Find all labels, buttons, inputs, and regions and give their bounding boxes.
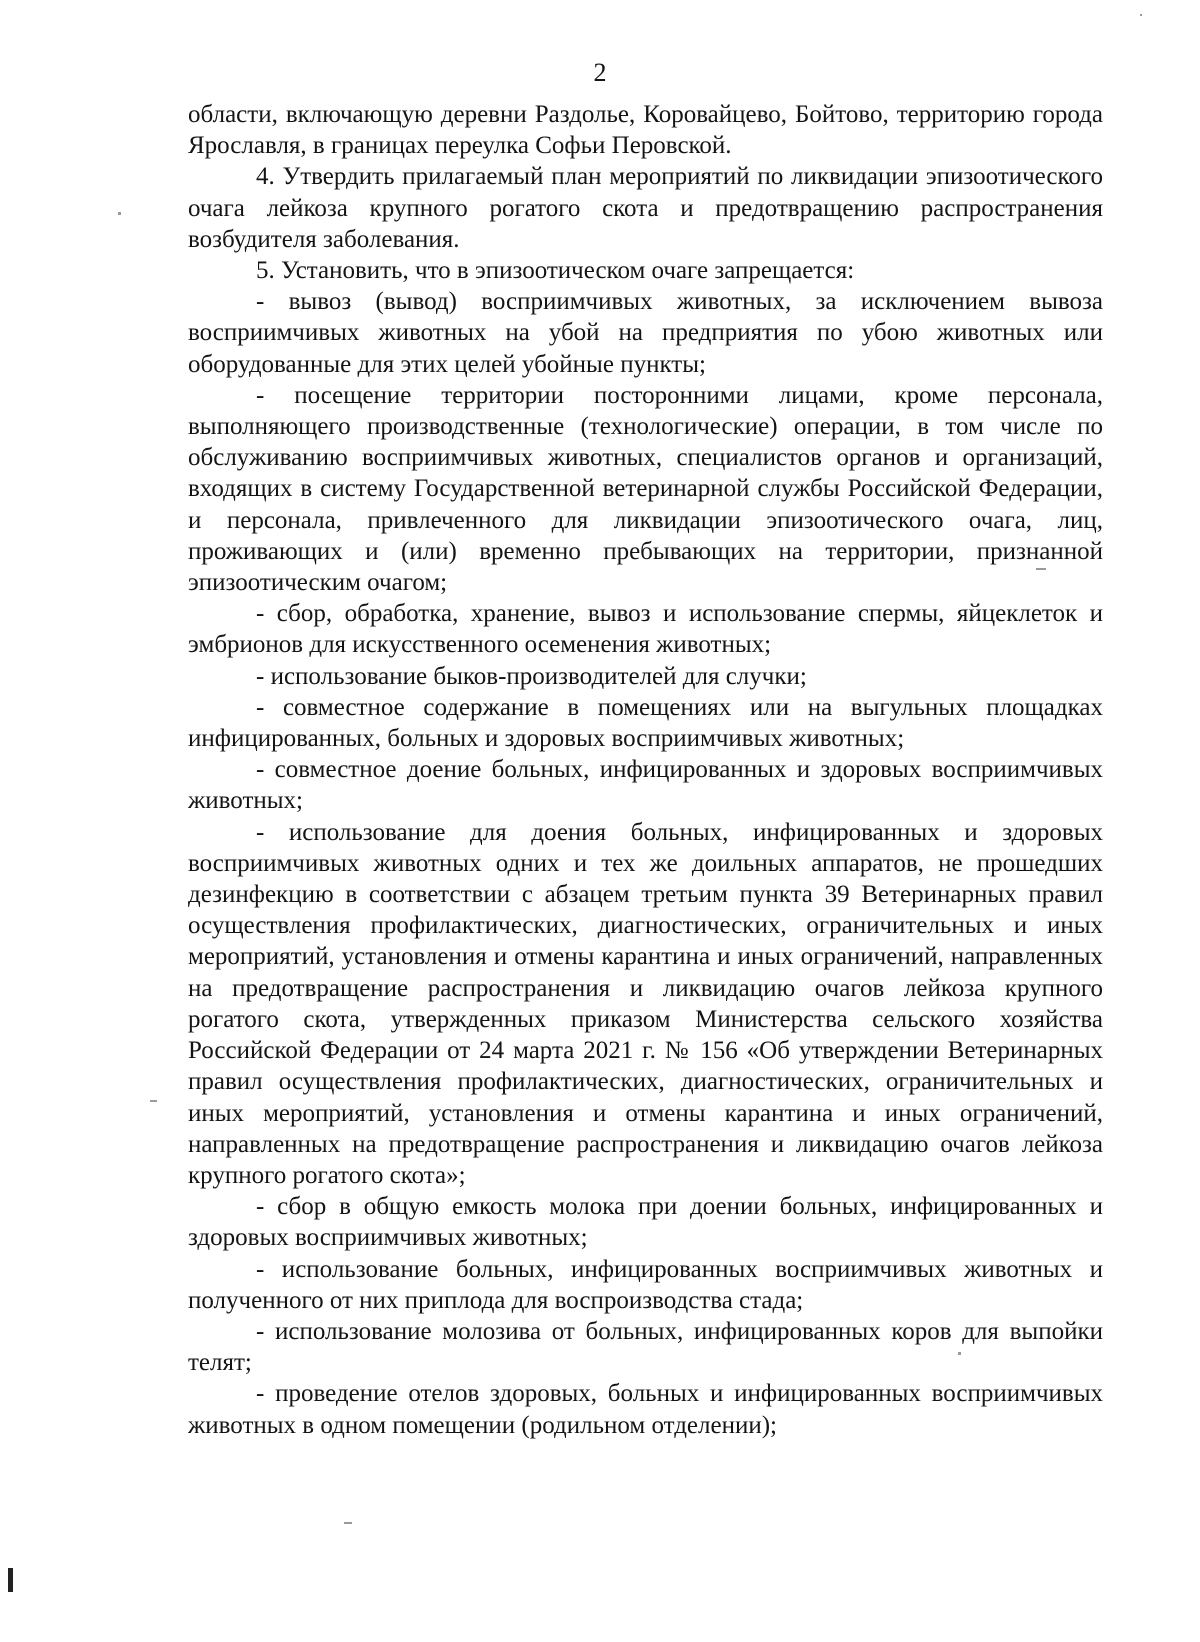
document-body xyxy=(188,99,1103,1441)
prohibition-item: - использование быков-производителей для случки; xyxy=(256,662,807,690)
page-number: 2 xyxy=(593,58,607,87)
scan-speck xyxy=(150,1100,157,1102)
scan-edge-mark xyxy=(8,1568,13,1592)
prohibition-item: - сбор, обработка, хранение, вывоз и использование спермы, яйцеклеток и эмбрионов для искусственного осеменения животных; xyxy=(188,600,1103,659)
paragraph-item-5: 5. Установить, что в эпизоотическом очаге запрещается: xyxy=(256,257,855,285)
prohibition-item: - посещение территории посторонними лицами, кроме персонала, выполняющего производственные (технологические) операции, в том числе по обслуживанию восприимчивых животных, специалистов органов и организаций, входящих в систему Государственной ветеринарной службы Российской Федерации, и персонала, привлеченного для ликвидации эпизоотического очага, лиц, проживающих и (или) временно пребывающих на территории, признанной эпизоотическим очагом; xyxy=(188,381,1103,597)
scan-speck xyxy=(118,212,121,215)
scan-speck xyxy=(1140,14,1142,16)
prohibition-item: - использование для доения больных, инфицированных и здоровых восприимчивых животных одних и тех же доильных аппаратов, не прошедших дезинфекцию в соответствии с абзацем третьим пункта 39 Ветеринарных правил осуществления профилактических, диагностических, ограничительных и иных мероприятий, установления и отмены карантина и иных ограничений, направленных на предотвращение распространения и ликвидацию очагов лейкоза крупного рогатого скота, утвержденных приказом Министерства сельского хозяйства Российской Федерации от 24 марта 2021 г. № 156 «Об утверждении Ветеринарных правил осуществления профилактических, диагностических, ограничительных и иных мероприятий, установления и отмены карантина и иных ограничений, направленных на предотвращение распространения и ликвидацию очагов лейкоза крупного рогатого скота»; xyxy=(188,818,1103,1189)
prohibition-item: - использование больных, инфицированных восприимчивых животных и полученного от них приплода для воспроизводства стада; xyxy=(188,1255,1103,1314)
scan-speck xyxy=(958,1352,961,1355)
prohibition-item: - сбор в общую емкость молока при доении больных, инфицированных и здоровых восприимчивых животных; xyxy=(188,1193,1103,1252)
scan-speck xyxy=(1036,568,1046,570)
paragraph-item-4: 4. Утвердить прилагаемый план мероприятий по ликвидации эпизоотического очага лейкоза крупного рогатого скота и предотвращению распространения возбудителя заболевания. xyxy=(188,163,1103,253)
prohibition-item: - вывоз (вывод) восприимчивых животных, за исключением вывоза восприимчивых животных на убой на предприятия по убою животных или оборудованные для этих целей убойные пункты; xyxy=(188,288,1103,378)
prohibition-item: - проведение отелов здоровых, больных и инфицированных восприимчивых животных в одном помещении (родильном отделении); xyxy=(188,1380,1103,1439)
paragraph-continuation: области, включающую деревни Раздолье, Коровайцево, Бойтово, территорию города Ярославля, в границах переулка Софьи Перовской. xyxy=(188,101,1103,160)
prohibition-item: - совместное содержание в помещениях или на выгульных площадках инфицированных, больных и здоровых восприимчивых животных; xyxy=(188,693,1103,753)
prohibition-item: - использование молозива от больных, инфицированных коров для выпойки телят; xyxy=(188,1317,1103,1377)
scan-speck xyxy=(344,1522,352,1524)
prohibition-item: - совместное доение больных, инфицированных и здоровых восприимчивых животных; xyxy=(188,756,1103,815)
